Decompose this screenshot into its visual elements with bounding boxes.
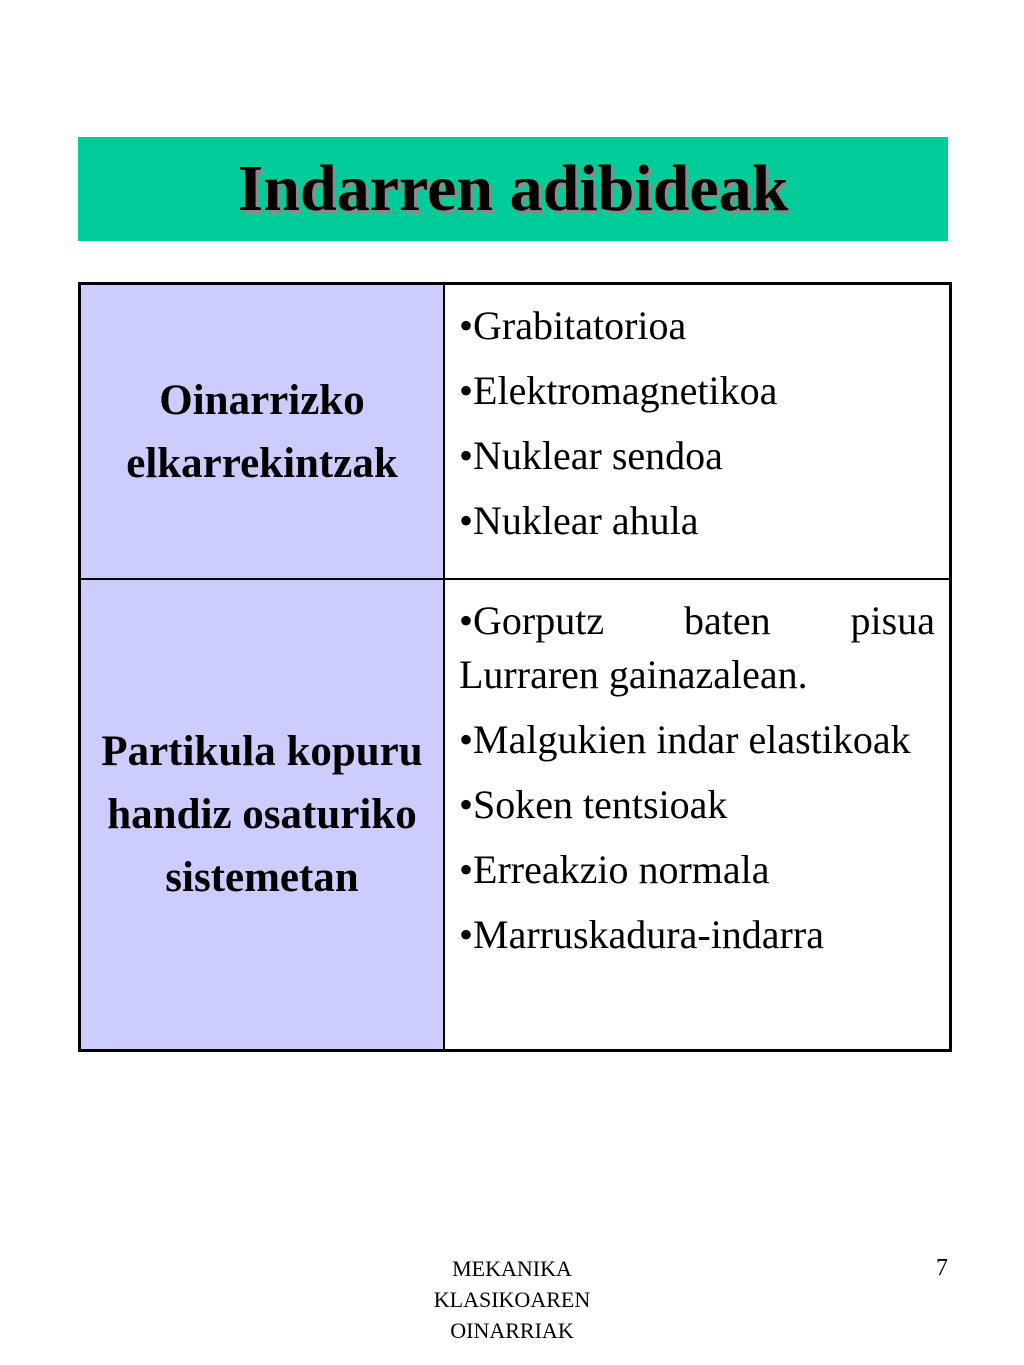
examples-list [459, 594, 935, 962]
examples-cell-many-particle-systems [445, 580, 949, 1049]
list-item: • Soken tentsioak [459, 778, 935, 832]
category-label: Partikula kopuru handiz osaturiko sistemetan [101, 728, 423, 901]
list-item: • Elektromagnetikoa [459, 364, 935, 418]
list-item: • Grabitatorioa [459, 299, 935, 353]
list-item: • Gorputz baten pisua Lurraren gainazalean. [459, 594, 935, 702]
examples-cell-fundamental [445, 285, 949, 580]
list-item: • Nuklear sendoa [459, 429, 935, 483]
page-number: 7 [936, 1255, 948, 1281]
category-cell-many-particle-systems [81, 580, 445, 1049]
list-item: • Nuklear ahula [459, 494, 935, 548]
examples-list [459, 299, 935, 548]
forces-table [78, 282, 952, 1052]
footer-text: MEKANIKA KLASIKOAREN OINARRIAK [433, 1256, 591, 1343]
category-label: Oinarrizko elkarrekintzak [126, 376, 398, 487]
title-banner [78, 137, 948, 241]
list-item: • Marruskadura-indarra [459, 908, 935, 962]
list-item: • Erreakzio normala [459, 843, 935, 897]
list-item: • Malgukien indar elastikoak [459, 713, 935, 767]
slide-title: Indarren adibideak [237, 152, 789, 225]
category-cell-fundamental [81, 285, 445, 580]
